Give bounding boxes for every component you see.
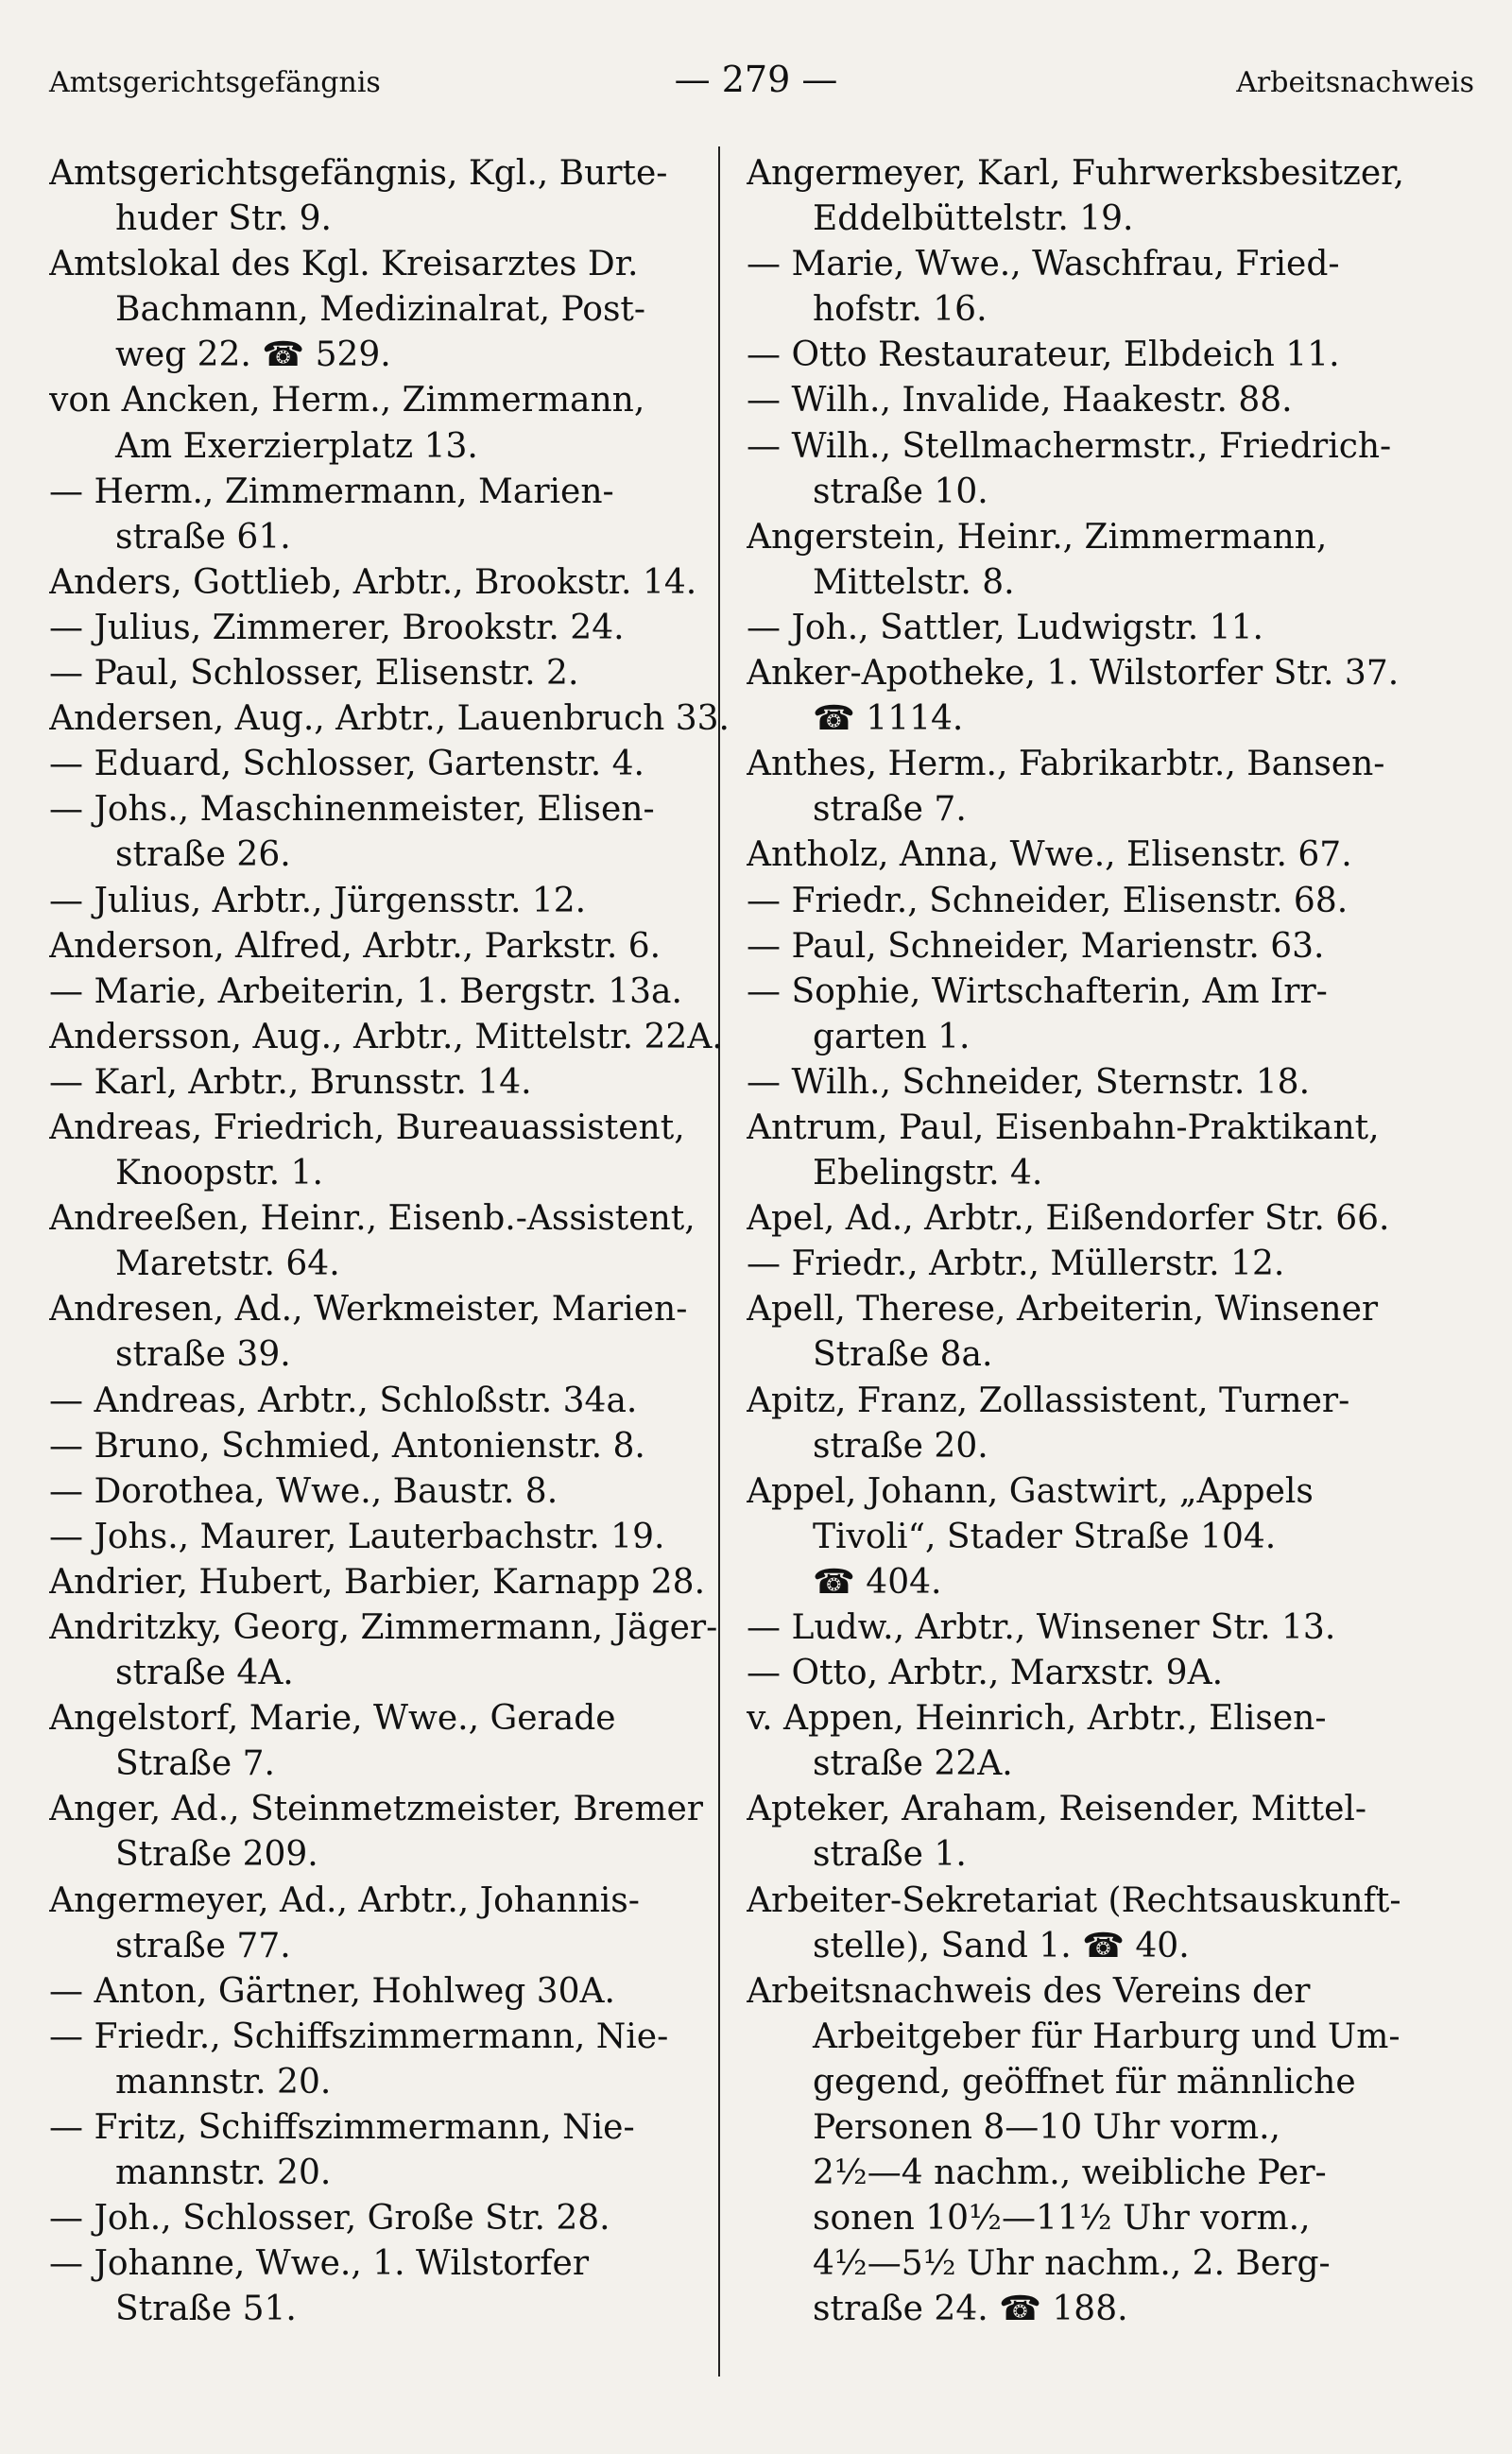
entry-continuation-line: straße 20. <box>813 1426 988 1466</box>
entry-continuation-line: straße 24. ☎ 188. <box>813 2290 1128 2329</box>
directory-entry-line: Apel, Ad., Arbtr., Eißendorfer Str. 66. <box>747 1199 1390 1239</box>
directory-entry-line: — Johanne, Wwe., 1. Wilstorfer <box>49 2244 590 2284</box>
directory-entry-line: Apteker, Araham, Reisender, Mittel- <box>747 1790 1367 1829</box>
directory-entry-line: — Wilh., Invalide, Haakestr. 88. <box>747 381 1293 420</box>
entry-continuation-line: Bachmann, Medizinalrat, Post- <box>115 290 646 330</box>
directory-entry-line: Andresen, Ad., Werkmeister, Marien- <box>49 1290 688 1330</box>
directory-entry-line: — Fritz, Schiffszimmermann, Nie- <box>49 2108 635 2148</box>
entry-continuation-line: mannstr. 20. <box>115 2154 332 2193</box>
directory-entry-line: — Otto Restaurateur, Elbdeich 11. <box>747 335 1340 375</box>
directory-entry-line: — Sophie, Wirtschafterin, Am Irr- <box>747 971 1328 1011</box>
entry-continuation-line: Knoopstr. 1. <box>115 1154 323 1193</box>
directory-entry-line: Anderson, Alfred, Arbtr., Parkstr. 6. <box>49 926 662 966</box>
entry-continuation-line: Straße 209. <box>115 1835 318 1875</box>
entry-continuation-line: straße 26. <box>115 835 291 875</box>
entry-continuation-line: Personen 8—10 Uhr vorm., <box>813 2108 1280 2148</box>
directory-entry-line: Andreeßen, Heinr., Eisenb.-Assistent, <box>49 1199 696 1239</box>
directory-entry-line: — Friedr., Schiffszimmermann, Nie- <box>49 2016 669 2056</box>
running-header-right: Arbeitsnachweis <box>1236 66 1474 99</box>
directory-entry-line: Amtsgerichtsgefängnis, Kgl., Burte- <box>49 154 668 193</box>
entry-continuation-line: Tivoli“, Stader Straße 104. <box>813 1517 1277 1556</box>
directory-entry-line: — Friedr., Schneider, Elisenstr. 68. <box>747 881 1349 920</box>
entry-continuation-line: Maretstr. 64. <box>115 1244 340 1284</box>
entry-continuation-line: Mittelstr. 8. <box>813 562 1015 602</box>
directory-entry-line: von Ancken, Herm., Zimmermann, <box>49 381 645 420</box>
directory-entry-line: — Eduard, Schlosser, Gartenstr. 4. <box>49 745 644 784</box>
entry-continuation-line: straße 22A. <box>813 1744 1013 1784</box>
directory-entry-line: Angermeyer, Karl, Fuhrwerksbesitzer, <box>747 154 1404 193</box>
entry-continuation-line: Am Exerzierplatz 13. <box>115 426 478 466</box>
directory-entry-line: — Andreas, Arbtr., Schloßstr. 34a. <box>49 1381 638 1420</box>
entry-continuation-line: sonen 10½—11½ Uhr vorm., <box>813 2199 1311 2239</box>
directory-entry-line: — Johs., Maurer, Lauterbachstr. 19. <box>49 1517 665 1556</box>
directory-entry-line: — Karl, Arbtr., Brunsstr. 14. <box>49 1062 532 1102</box>
directory-entry-line: Andritzky, Georg, Zimmermann, Jäger- <box>49 1608 718 1647</box>
directory-entry-line: Antholz, Anna, Wwe., Elisenstr. 67. <box>747 835 1352 875</box>
directory-entry-line: — Julius, Arbtr., Jürgensstr. 12. <box>49 881 587 920</box>
directory-entry-line: — Wilh., Stellmachermstr., Friedrich- <box>747 426 1392 466</box>
entry-continuation-line: Straße 7. <box>115 1744 275 1784</box>
entry-continuation-line: huder Str. 9. <box>115 199 332 239</box>
directory-entry-line: — Wilh., Schneider, Sternstr. 18. <box>747 1062 1311 1102</box>
entry-continuation-line: straße 39. <box>115 1335 291 1375</box>
directory-entry-line: Anker-Apotheke, 1. Wilstorfer Str. 37. <box>747 654 1400 694</box>
right-column <box>747 151 1435 2333</box>
directory-entry-line: Angelstorf, Marie, Wwe., Gerade <box>49 1699 616 1739</box>
directory-entry-line: — Herm., Zimmermann, Marien- <box>49 472 614 511</box>
directory-entry-line: Arbeiter-Sekretariat (Rechtsauskunft- <box>747 1880 1401 1920</box>
directory-entry-line: Anthes, Herm., Fabrikarbtr., Bansen- <box>747 745 1385 784</box>
entry-continuation-line: straße 7. <box>813 790 967 830</box>
directory-entry-line: Andersson, Aug., Arbtr., Mittelstr. 22A. <box>49 1017 723 1056</box>
directory-entry-line: — Anton, Gärtner, Hohlweg 30A. <box>49 1971 615 2011</box>
directory-entry-line: — Dorothea, Wwe., Baustr. 8. <box>49 1471 558 1511</box>
directory-entry-line: — Joh., Schlosser, Große Str. 28. <box>49 2199 610 2239</box>
entry-continuation-line: stelle), Sand 1. ☎ 40. <box>813 1926 1190 1965</box>
entry-continuation-line: weg 22. ☎ 529. <box>115 335 391 375</box>
directory-entry-line: — Joh., Sattler, Ludwigstr. 11. <box>747 608 1263 647</box>
directory-entry-line: Anders, Gottlieb, Arbtr., Brookstr. 14. <box>49 562 697 602</box>
left-column <box>49 151 737 2333</box>
directory-entry-line: — Otto, Arbtr., Marxstr. 9A. <box>747 1654 1224 1693</box>
directory-entry-line: — Friedr., Arbtr., Müllerstr. 12. <box>747 1244 1285 1284</box>
directory-entry-line: Antrum, Paul, Eisenbahn-Praktikant, <box>747 1107 1380 1147</box>
directory-entry-line: Appel, Johann, Gastwirt, „Appels <box>747 1471 1314 1511</box>
entry-continuation-line: straße 61. <box>115 517 291 557</box>
directory-entry-line: — Marie, Wwe., Waschfrau, Fried- <box>747 245 1340 284</box>
directory-entry-line: Angermeyer, Ad., Arbtr., Johannis- <box>49 1880 640 1920</box>
entry-continuation-line: Straße 8a. <box>813 1335 993 1375</box>
directory-entry-line: Amtslokal des Kgl. Kreisarztes Dr. <box>49 245 639 284</box>
directory-entry-line: Andrier, Hubert, Barbier, Karnapp 28. <box>49 1562 706 1602</box>
entry-continuation-line: hofstr. 16. <box>813 290 988 330</box>
directory-entry-line: — Marie, Arbeiterin, 1. Bergstr. 13a. <box>49 971 682 1011</box>
directory-entry-line: — Bruno, Schmied, Antonienstr. 8. <box>49 1426 645 1466</box>
entry-continuation-line: mannstr. 20. <box>115 2062 332 2102</box>
entry-continuation-line: Ebelingstr. 4. <box>813 1154 1043 1193</box>
directory-entry-line: Andreas, Friedrich, Bureauassistent, <box>49 1107 685 1147</box>
directory-entry-line: — Paul, Schneider, Marienstr. 63. <box>747 926 1325 966</box>
directory-entry-line: — Julius, Zimmerer, Brookstr. 24. <box>49 608 625 647</box>
directory-entry-line: v. Appen, Heinrich, Arbtr., Elisen- <box>747 1699 1327 1739</box>
directory-entry-line: — Paul, Schlosser, Elisenstr. 2. <box>49 654 579 694</box>
entry-continuation-line: ☎ 1114. <box>813 699 964 739</box>
directory-entry-line: Andersen, Aug., Arbtr., Lauenbruch 33. <box>49 699 730 739</box>
entry-continuation-line: ☎ 404. <box>813 1562 942 1602</box>
entry-continuation-line: Eddelbüttelstr. 19. <box>813 199 1134 239</box>
directory-entry-line: Apitz, Franz, Zollassistent, Turner- <box>747 1381 1350 1420</box>
directory-entry-line: Arbeitsnachweis des Vereins der <box>747 1971 1311 2011</box>
directory-entry-line: Apell, Therese, Arbeiterin, Winsener <box>747 1290 1379 1330</box>
entry-continuation-line: 2½—4 nachm., weibliche Per- <box>813 2154 1327 2193</box>
entry-continuation-line: Straße 51. <box>115 2290 297 2329</box>
page-number: — 279 — <box>674 59 838 100</box>
entry-continuation-line: gegend, geöffnet für männliche <box>813 2062 1356 2102</box>
entry-continuation-line: Arbeitgeber für Harburg und Um- <box>813 2016 1400 2056</box>
entry-continuation-line: 4½—5½ Uhr nachm., 2. Berg- <box>813 2244 1331 2284</box>
entry-continuation-line: straße 10. <box>813 472 988 511</box>
directory-entry-line: Anger, Ad., Steinmetzmeister, Bremer <box>49 1790 704 1829</box>
entry-continuation-line: straße 4A. <box>115 1654 294 1693</box>
directory-entry-line: — Johs., Maschinenmeister, Elisen- <box>49 790 655 830</box>
directory-entry-line: — Ludw., Arbtr., Winsener Str. 13. <box>747 1608 1336 1647</box>
entry-continuation-line: straße 77. <box>115 1926 291 1965</box>
entry-continuation-line: garten 1. <box>813 1017 971 1056</box>
directory-entry-line: Angerstein, Heinr., Zimmermann, <box>747 517 1328 557</box>
running-header-left: Amtsgerichtsgefängnis <box>49 66 381 99</box>
entry-continuation-line: straße 1. <box>813 1835 967 1875</box>
